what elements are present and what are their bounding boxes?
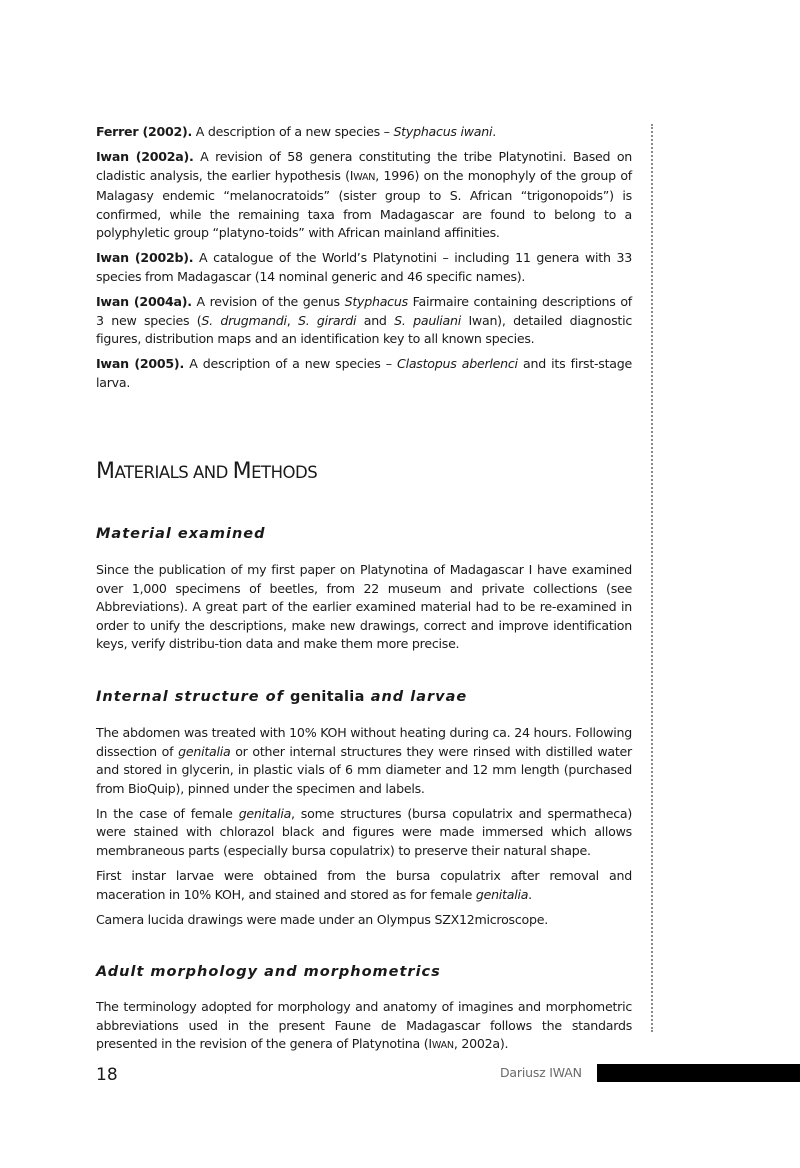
reference-entry: Iwan (2004a). A revision of the genus Styphacus Fairmaire containing descriptions of 3 new species (S. drugmandi, S. girardi and S. pauliani Iwan), detailed diagnostic figures, distribution maps and an identification key to all known species. bbox=[96, 294, 632, 347]
reference-entry: Ferrer (2002). A description of a new species – Styphacus iwani. bbox=[96, 124, 496, 139]
entry-author: Iwan (2004a). bbox=[96, 294, 192, 310]
body-paragraph: Since the publication of my first paper on Platynotina of Madagascar I have examined over 1,000 specimens of beetles, from 22 museum and private collections (see Abbreviations). A great part of the earlier examined material had to be re-examined in order to unify the descriptions, make new drawings, correct and improve identification keys, verify distribu-tion data and make them more precise. bbox=[96, 562, 632, 651]
page-number: 18 bbox=[96, 1065, 118, 1085]
reference-entry: Iwan (2002a). A revision of 58 genera constituting the tribe Platynotini. Based on cladistic analysis, the earlier hypothesis (IWAN, 1996) on the monophyly of the group of Malagasy endemic “melanocratoids” (sister group to S. African “trigonopoids”) is confirmed, while the remaining taxa from Madagascar are found to belong to a polyphyletic group “platyno-toids” with African mainland affinities. bbox=[96, 149, 633, 241]
entry-author: Ferrer (2002). bbox=[96, 124, 193, 139]
body-paragraph: First instar larvae were obtained from the bursa copulatrix after removal and maceration in 10% KOH, and stained and stored as for female genitalia. bbox=[96, 868, 632, 902]
body-paragraph: The abdomen was treated with 10% KOH without heating during ca. 24 hours. Following dissection of genitalia or other internal structures they were rinsed with distilled water and stored in glycerin, in plastic vials of 6 mm diameter and 12 mm length (purchased from BioQuip), pinned under the specimen and labels. bbox=[96, 725, 632, 796]
page-body bbox=[96, 123, 632, 1063]
body-paragraph: In the case of female genitalia, some structures (bursa copulatrix and spermatheca) were stained with chlorazol black and figures were made immersed which allows membraneous parts (especially bursa copulatrix) to preserve their natural shape. bbox=[96, 805, 632, 858]
entry-author: Iwan (2002b). bbox=[96, 250, 194, 266]
reference-entry: Iwan (2005). A description of a new species – Clastopus aberlenci and its first-stage larva. bbox=[96, 356, 633, 390]
reference-entry: Iwan (2002b). A catalogue of the World’s Platynotini – including 11 genera with 33 species from Madagascar (14 nominal generic and 46 specific names). bbox=[96, 250, 633, 284]
entry-author: Iwan (2002a). bbox=[96, 149, 194, 165]
section-title: MATERIALS AND METHODS bbox=[96, 459, 318, 485]
subsection-heading: Internal structure of genitalia and larvae bbox=[96, 689, 468, 706]
body-paragraph: The terminology adopted for morphology and anatomy of imagines and morphometric abbreviations used in the present Faune de Madagascar follows the standards presented in the revision of the genera of Platynotina (IWAN, 2002a). bbox=[96, 999, 632, 1052]
margin-dotted-rule bbox=[651, 124, 653, 1032]
small-caps-name: IWAN bbox=[349, 167, 376, 183]
footer-black-bar bbox=[597, 1064, 800, 1082]
small-caps-name: IWAN bbox=[428, 1036, 454, 1052]
body-paragraph: Camera lucida drawings were made under an Olympus SZX12microscope. bbox=[96, 911, 548, 927]
subsection-heading: Material examined bbox=[96, 526, 266, 543]
entry-author: Iwan (2005). bbox=[96, 356, 184, 372]
subsection-heading: Adult morphology and morphometrics bbox=[96, 964, 441, 981]
running-footer-author: Dariusz IWAN bbox=[500, 1065, 582, 1080]
